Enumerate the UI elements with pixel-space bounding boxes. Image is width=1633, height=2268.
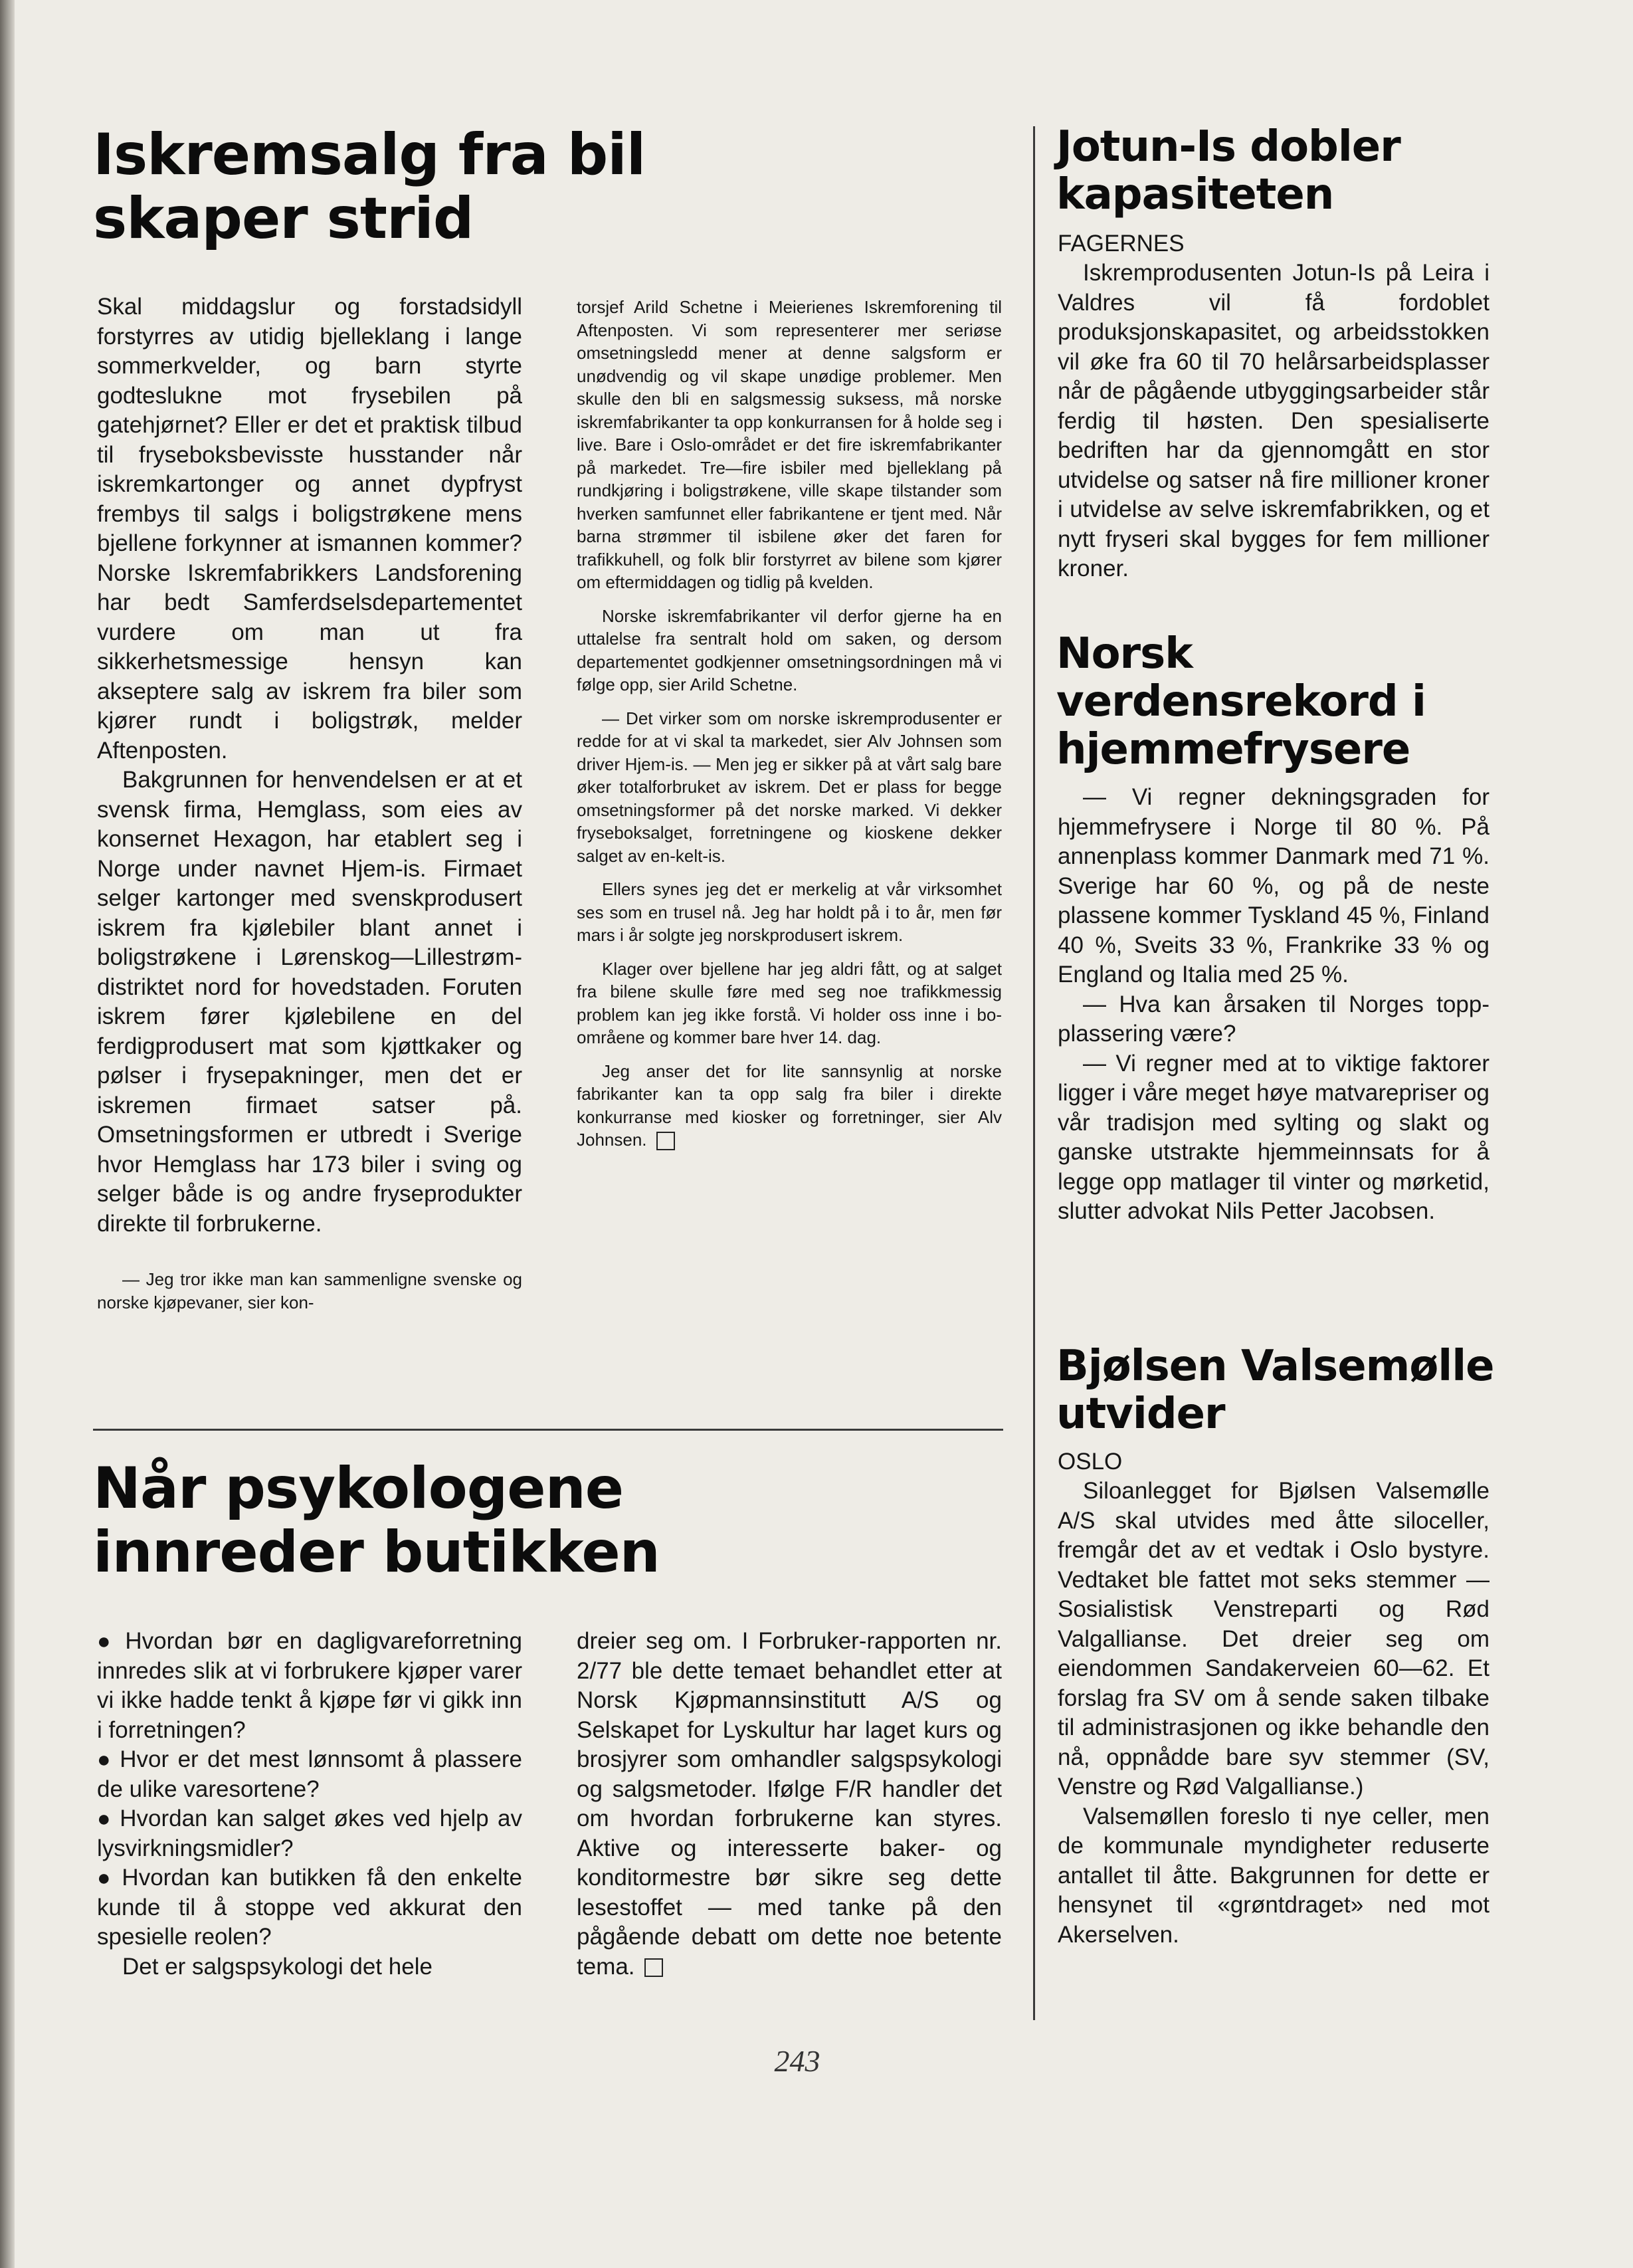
bullet-item: ● Hvordan bør en dagligvareforretning innredes slik at vi forbrukere kjøper varer vi ikke hadde tenkt å kjøpe før vi gikk inn i forretningen?: [97, 1628, 522, 1743]
bullet-item: ● Hvordan kan salget økes ved hjelp av lysvirkningsmidler?: [97, 1805, 522, 1861]
article-4-paragraph-1: — Vi regner dekningsgraden for hjemmefrysere i Norge til 80 %. På annenplass kommer Danmark med 71 %. Sverige har 60 %, og på de neste plassene kommer Tyskland 45 %, Finland 40 %, Sveits 33 %, Frankrike 33 % og England og Italia med 25 %.: [1058, 784, 1489, 987]
article-2-column-1: [97, 1627, 522, 1982]
bullet-item: ● Hvor er det mest lønnsomt å plassere de ulike varesortene?: [97, 1746, 522, 1802]
article-5-body: [1058, 1447, 1489, 1950]
article-3-body: [1058, 229, 1489, 584]
page-binding-shadow: [0, 0, 15, 2268]
article-4-paragraph-3: — Vi regner med at to viktige faktorer ligger i våre meget høye matvarepriser og vår tradisjon med sylting og slakt og ganske utstrakte hjemmeinnsats for å legge opp matlager til vinter og mørketid, slutter advokat Nils Petter Jacobsen.: [1058, 1050, 1489, 1224]
article-5-title: Bjølsen Valsemølle utvider: [1056, 1342, 1494, 1439]
end-of-article-mark-icon: [644, 1958, 663, 1977]
article-divider: [93, 1429, 1003, 1431]
page-number: 243: [774, 2044, 820, 2078]
article-4-body: [1058, 783, 1489, 1227]
article-2-column-2: [577, 1627, 1002, 1982]
article-1-paragraph-3: — Jeg tror ikke man kan sammenligne svenske og norske kjøpevaner, sier kon-: [97, 1269, 522, 1312]
article-1-paragraph-1: Skal middagslur og forstadsidyll forstyrres av utidig bjelleklang i lange sommerkvelder, og barn styrte godteslukne mot frysebilen på gatehjørnet? Eller er det et praktisk tilbud til fryseboksbevisste husstander når iskremkartonger og annet dypfryst frembys til salgs i boligstrøkene mens bjellene forkynner at ismannen kommer? Norske Iskremfabrikkers Landsforening har bedt Samferdselsdepartementet vurdere om man ut fra sikkerhetsmessige hensyn kan akseptere salg av iskrem fra biler som kjører rundt i boligstrøk, melder Aftenposten.: [97, 294, 522, 764]
bullet-icon: ●: [97, 1747, 114, 1772]
bullet-item: ● Hvordan kan butikken få den enkelte kunde til å stoppe ved akkurat den spesielle reolen?: [97, 1865, 522, 1950]
article-5-paragraph-1: Siloanlegget for Bjølsen Valsemølle A/S skal utvides med åtte siloceller, fremgår det av et vedtak i Oslo bystyre. Vedtaket ble fattet mot seks stemmer — Sosialistisk Venstreparti og Rød Valgallianse. Det dreier seg om eiendommen Sandakerveien 60—62. Et forslag fra SV om å sende saken tilbake til administrasjonen og ikke behandle den nå, oppnådde bare syv stemmer (SV, Venstre og Rød Valgallianse.): [1058, 1478, 1489, 1800]
article-1-column-2: [577, 296, 1002, 1152]
bullet-icon: ●: [97, 1806, 114, 1831]
article-2-paragraph-1: Det er salgspsykologi det hele: [122, 1953, 432, 1980]
article-1-col2-paragraph-4: Ellers synes jeg det er merkelig at vår virksomhet ses som en trusel nå. Jeg har holdt på i to år, men før mars i år solgte jeg norskprodusert iskrem.: [577, 879, 1002, 945]
column-rule: [1033, 126, 1035, 2020]
article-3-dateline: FAGERNES: [1058, 231, 1185, 257]
end-of-article-mark-icon: [656, 1132, 675, 1150]
bullet-icon: ●: [97, 1629, 119, 1654]
article-1-col2-paragraph-2: Norske iskremfabrikanter vil derfor gjerne ha en uttalelse fra sentralt hold om saken, og dersom departementet godkjenner omsetningsordningen må vi følge opp, sier Arild Schetne.: [577, 605, 1002, 694]
article-1-paragraph-2: Bakgrunnen for henvendelsen er at et svensk firma, Hemglass, som eies av konsernet Hexagon, har etablert seg i Norge under navnet Hjem-is. Firmaet selger kartonger med svenskprodusert iskrem fra kjølebiler blant annet i boligstrøkene i Lørenskog—Lillestrøm-distriktet nord for hovedstaden. Foruten iskrem fører kjølebilene en del ferdigprodusert mat som kjøttkaker og pølser i frysepakninger, men det er iskremen firmaet satser på. Omsetningsformen er utbredt i Sverige hvor Hemglass har 173 biler i sving og selger både is og andre fryseprodukter direkte til forbrukerne.: [97, 767, 522, 1237]
article-1-column-1: [97, 292, 522, 1314]
article-2-paragraph-2: dreier seg om. I Forbruker-rapporten nr. 2/77 ble dette temaet behandlet etter at Norsk Kjøpmannsinstitutt A/S og Selskapet for Lyskultur har laget kurs og brosjyrer som omhandler salgspsykologi og salgsmetoder. Ifølge F/R handler det om hvordan forbrukerne kan styres. Aktive og interesserte baker- og konditormestre bør sikre seg dette lesestoffet — med tanke på den pågående debatt om dette noe betente tema.: [577, 1628, 1002, 1980]
article-1-col2-paragraph-5: Klager over bjellene har jeg aldri fått, og at salget fra bilene skulle føre med seg noe trafikkmessig problem kan jeg ikke forstå. Vi holder oss inne i bo-områene og kommer bare hver 14. dag.: [577, 958, 1002, 1047]
article-5-paragraph-2: Valsemøllen foreslo ti nye celler, men de kommunale myndigheter reduserte antallet til åtte. Bakgrunnen for dette er hensynet til «grøntdraget» ned mot Akerselven.: [1058, 1803, 1489, 1948]
article-1-col2-paragraph-3: — Det virker som om norske iskremprodusenter er redde for at vi skal ta markedet, sier Alv Johnsen som driver Hjem-is. — Men jeg er sikker på at vårt salg bare øker totalforbruket av iskrem. Det er plass for begge omsetningsformer på det norske marked. Vi dekker fryseboksalget, forretningene og kioskene dekker salget av en-kelt-is.: [577, 708, 1002, 866]
article-1-col2-paragraph-1: torsjef Arild Schetne i Meierienes Iskremforening til Aftenposten. Vi som representerer mer seriøse omsetningsledd mener at denne salgsform er unødvendig og vil skape unødige problemer. Men skulle den bli en salgsmessig suksess, må norske iskremfabrikanter ta opp konkurransen for å holde seg i live. Bare i Oslo-området er det fire iskremfabrikanter på markedet. Tre—fire isbiler med bjelleklang på rundkjøring i boligstrøkene, ville skape tilstander som hverken samfunnet eller fabrikantene er tjent med. Når barna strømmer til isbilene øker det faren for trafikkuhell, og folk blir forstyrret av bilene som kjører om eftermiddagen og tidlig på kvelden.: [577, 297, 1002, 592]
bullet-icon: ●: [97, 1865, 116, 1891]
article-1-title: Iskremsalg fra bil skaper strid: [93, 122, 646, 252]
article-3-title: Jotun-Is dobler kapasiteten: [1056, 122, 1400, 219]
article-4-title: Norsk verdensrekord i hjemmefrysere: [1056, 629, 1426, 774]
article-4-paragraph-2: — Hva kan årsaken til Norges topp-plassering være?: [1058, 991, 1489, 1047]
article-1-col2-paragraph-6: Jeg anser det for lite sannsynlig at norske fabrikanter kan ta opp salg fra biler i direkte konkurranse med kiosker og forretninger, sier Alv Johnsen.: [577, 1061, 1002, 1150]
article-2-title: Når psykologene innreder butikken: [93, 1455, 660, 1586]
article-5-dateline: OSLO: [1058, 1449, 1123, 1475]
article-3-paragraph: Iskremprodusenten Jotun-Is på Leira i Valdres vil få fordoblet produksjonskapasitet, og arbeidsstokken vil øke fra 60 til 70 helårsarbeidsplasser når de pågående utbyggingsarbeider står ferdig til høsten. Den spesialiserte bedriften har da gjennomgått en stor utvidelse og satser nå fire millioner kroner i utvidelse av selve iskremfabrikken, og et nytt fryseri skal bygges for fem millioner kroner.: [1058, 260, 1489, 581]
